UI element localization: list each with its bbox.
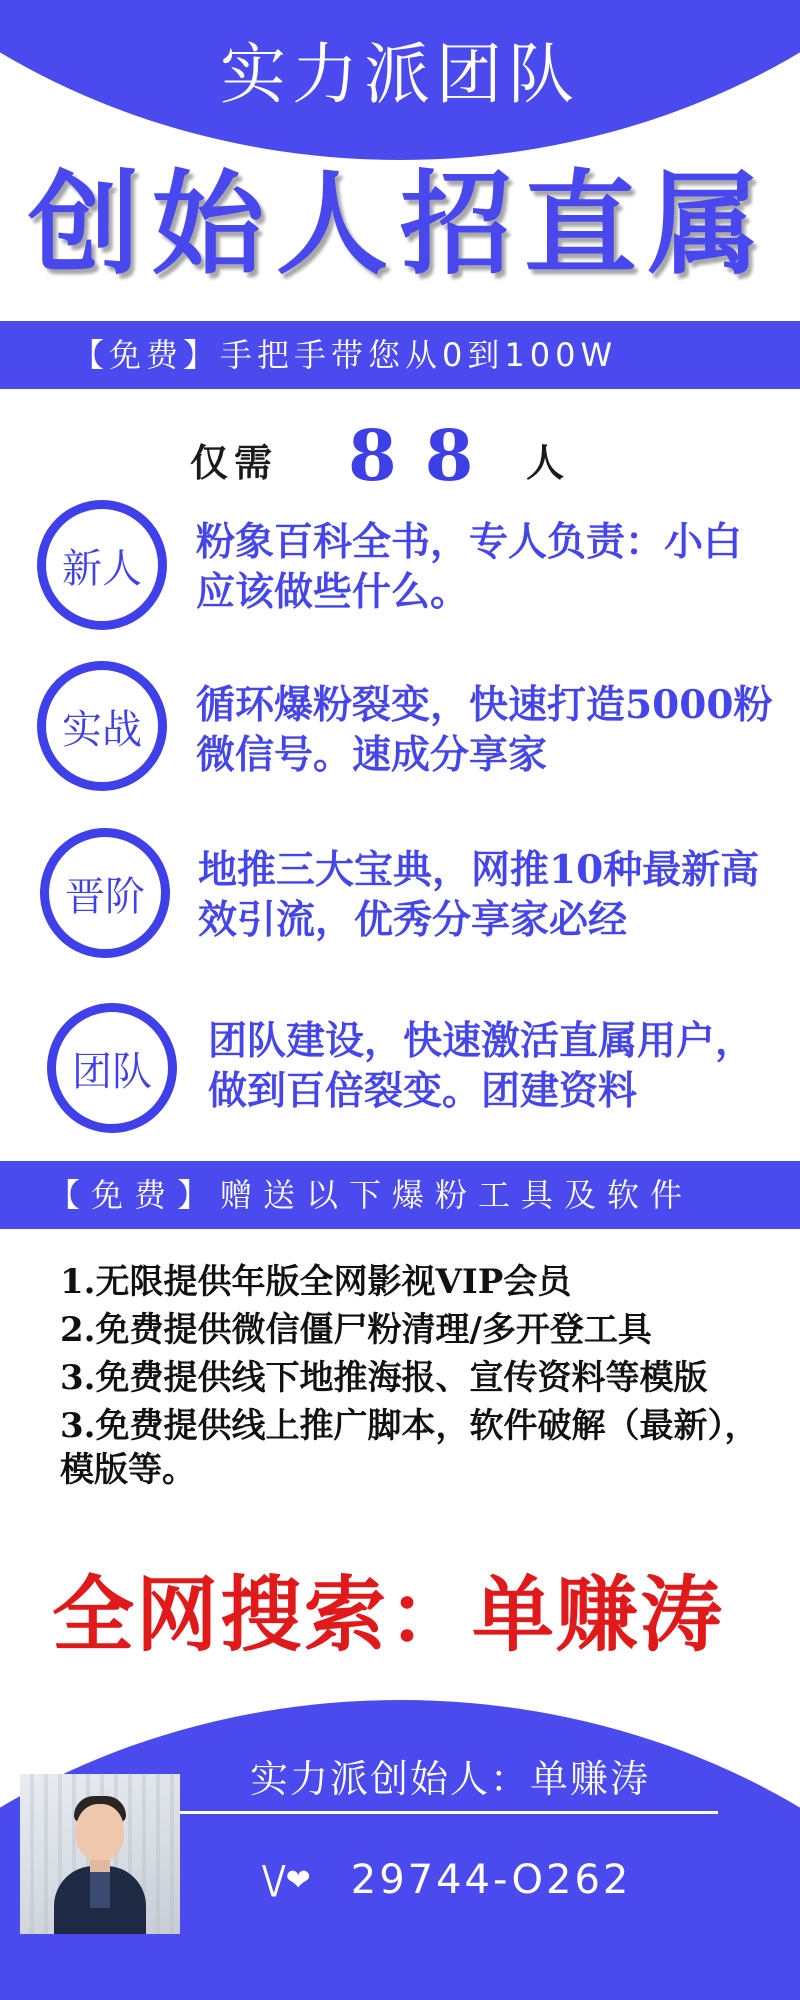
badge-practice: 实战 [37,661,167,791]
search-callout: 全网搜索：单赚涛 [52,1567,725,1663]
heart-icon: ❤ [285,1862,311,1898]
free-tools-banner: 【免费】赠送以下爆粉工具及软件 [0,1161,800,1229]
list-item: 1.无限提供年版全网影视VIP会员 [60,1262,572,1302]
founder-name: 实力派创始人：单赚涛 [249,1757,650,1801]
contact-number: 29744-O262 [350,1857,632,1903]
team-name: 实力派团队 [220,36,580,113]
feature-text-newcomer: 粉象百科全书，专人负责：小白应该做些什么。 [196,519,743,615]
feature-team [0,998,800,1138]
divider [180,1811,718,1814]
contact-prefix: \/ [262,1858,284,1902]
feature-advance [0,825,800,965]
free-coaching-banner: 【免费】手把手带您从0到100W [0,321,800,389]
contact-line [262,1850,631,1910]
feature-text-advance: 地推三大宝典，网推10种最新高效引流，优秀分享家必经 [198,847,760,943]
feature-practice [0,658,800,798]
founder-photo [20,1774,180,1934]
quota-number: 88 [348,414,502,497]
feature-text-practice: 循环爆粉裂变，快速打造5000粉微信号。速成分享家 [196,682,773,778]
tool-list [60,1260,785,1496]
main-title: 创始人招直属 [28,159,772,290]
feature-text-team: 团队建设，快速激活直属用户，做到百倍裂变。团建资料 [208,1018,755,1114]
badge-newcomer: 新人 [37,500,167,630]
quota-suffix: 人 [526,440,565,485]
list-item: 3.免费提供线上推广脚本，软件破解（最新），模版等。 [60,1406,759,1490]
badge-team: 团队 [47,1003,177,1133]
feature-newcomer [0,495,800,635]
quota-line [190,408,750,498]
list-item: 2.免费提供微信僵尸粉清理/多开登工具 [60,1310,652,1350]
footer [0,1700,800,2000]
list-item: 3.免费提供线下地推海报、宣传资料等模版 [60,1358,708,1398]
quota-prefix: 仅需 [190,440,279,485]
badge-advance: 晋阶 [40,828,170,958]
